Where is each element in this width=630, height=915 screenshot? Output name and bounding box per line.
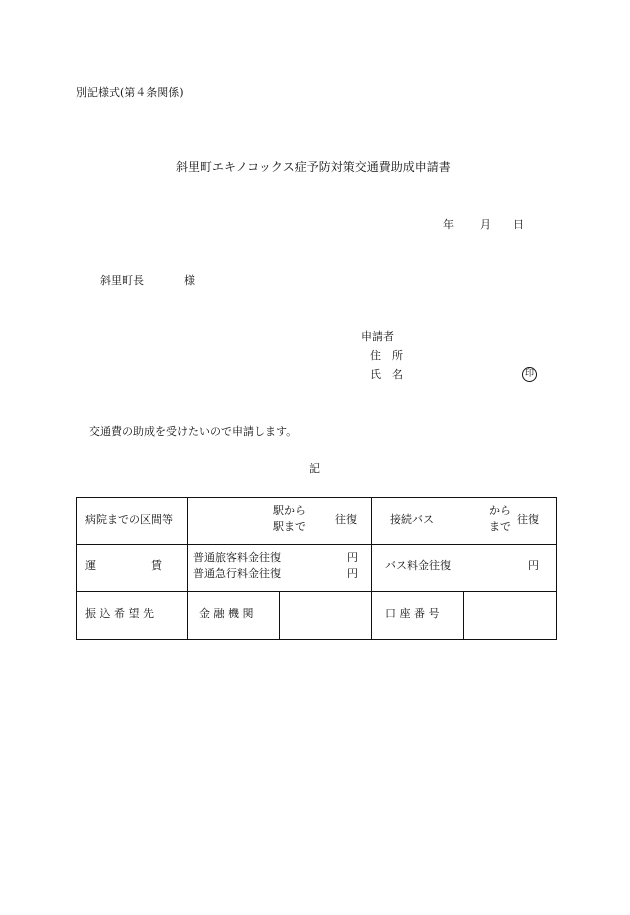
table-border-left <box>76 497 77 640</box>
table-border-right <box>556 497 557 640</box>
document-title: 斜里町エキノコックス症予防対策交通費助成申請書 <box>176 160 451 174</box>
date-month-label: 月 <box>480 218 491 231</box>
seal-mark: 印 <box>522 367 537 382</box>
table-row-divider-2 <box>76 591 557 592</box>
bus-to-label: まで <box>489 520 511 533</box>
station-to-label: 駅まで <box>273 520 306 533</box>
addressee-name: 斜里町長 <box>100 274 144 287</box>
yen-unit-ordinary: 円 <box>347 551 358 564</box>
fare-label: 運 賃 <box>85 559 162 572</box>
table-border-bottom <box>76 639 557 640</box>
bus-round-trip-label: 往復 <box>517 513 539 526</box>
express-fare-label: 普通急行料金往復 <box>193 567 281 580</box>
transfer-destination-label: 振 込 希 望 先 <box>85 607 154 620</box>
table-col-divider-account <box>463 591 464 640</box>
date-day-label: 日 <box>513 218 524 231</box>
name-label: 氏 名 <box>370 368 403 381</box>
yen-unit-bus: 円 <box>528 559 539 572</box>
table-col-divider-1 <box>187 497 188 640</box>
application-table <box>76 497 557 640</box>
station-from-label: 駅から <box>273 504 306 517</box>
form-reference: 別記様式(第４条関係) <box>76 86 184 99</box>
addressee-honorific: 様 <box>184 274 195 287</box>
connecting-bus-label: 接続バス <box>390 513 434 526</box>
table-border-top <box>76 497 557 498</box>
date-year-label: 年 <box>443 218 454 231</box>
application-statement: 交通費の助成を受けたいので申請します。 <box>89 425 298 438</box>
account-number-label: 口 座 番 号 <box>385 607 440 620</box>
ki-heading: 記 <box>309 462 320 475</box>
bus-from-label: から <box>489 504 511 517</box>
table-col-divider-bank <box>279 591 280 640</box>
financial-institution-label: 金 融 機 関 <box>199 607 254 620</box>
round-trip-label: 往復 <box>335 513 357 526</box>
applicant-label: 申請者 <box>361 330 394 343</box>
table-row-divider-1 <box>76 544 557 545</box>
ordinary-fare-label: 普通旅客料金往復 <box>193 551 281 564</box>
address-label: 住 所 <box>370 349 403 362</box>
bus-fare-label: バス料金往復 <box>385 559 451 572</box>
yen-unit-express: 円 <box>347 567 358 580</box>
table-col-divider-2 <box>371 497 372 640</box>
route-section-label: 病院までの区間等 <box>85 513 173 526</box>
